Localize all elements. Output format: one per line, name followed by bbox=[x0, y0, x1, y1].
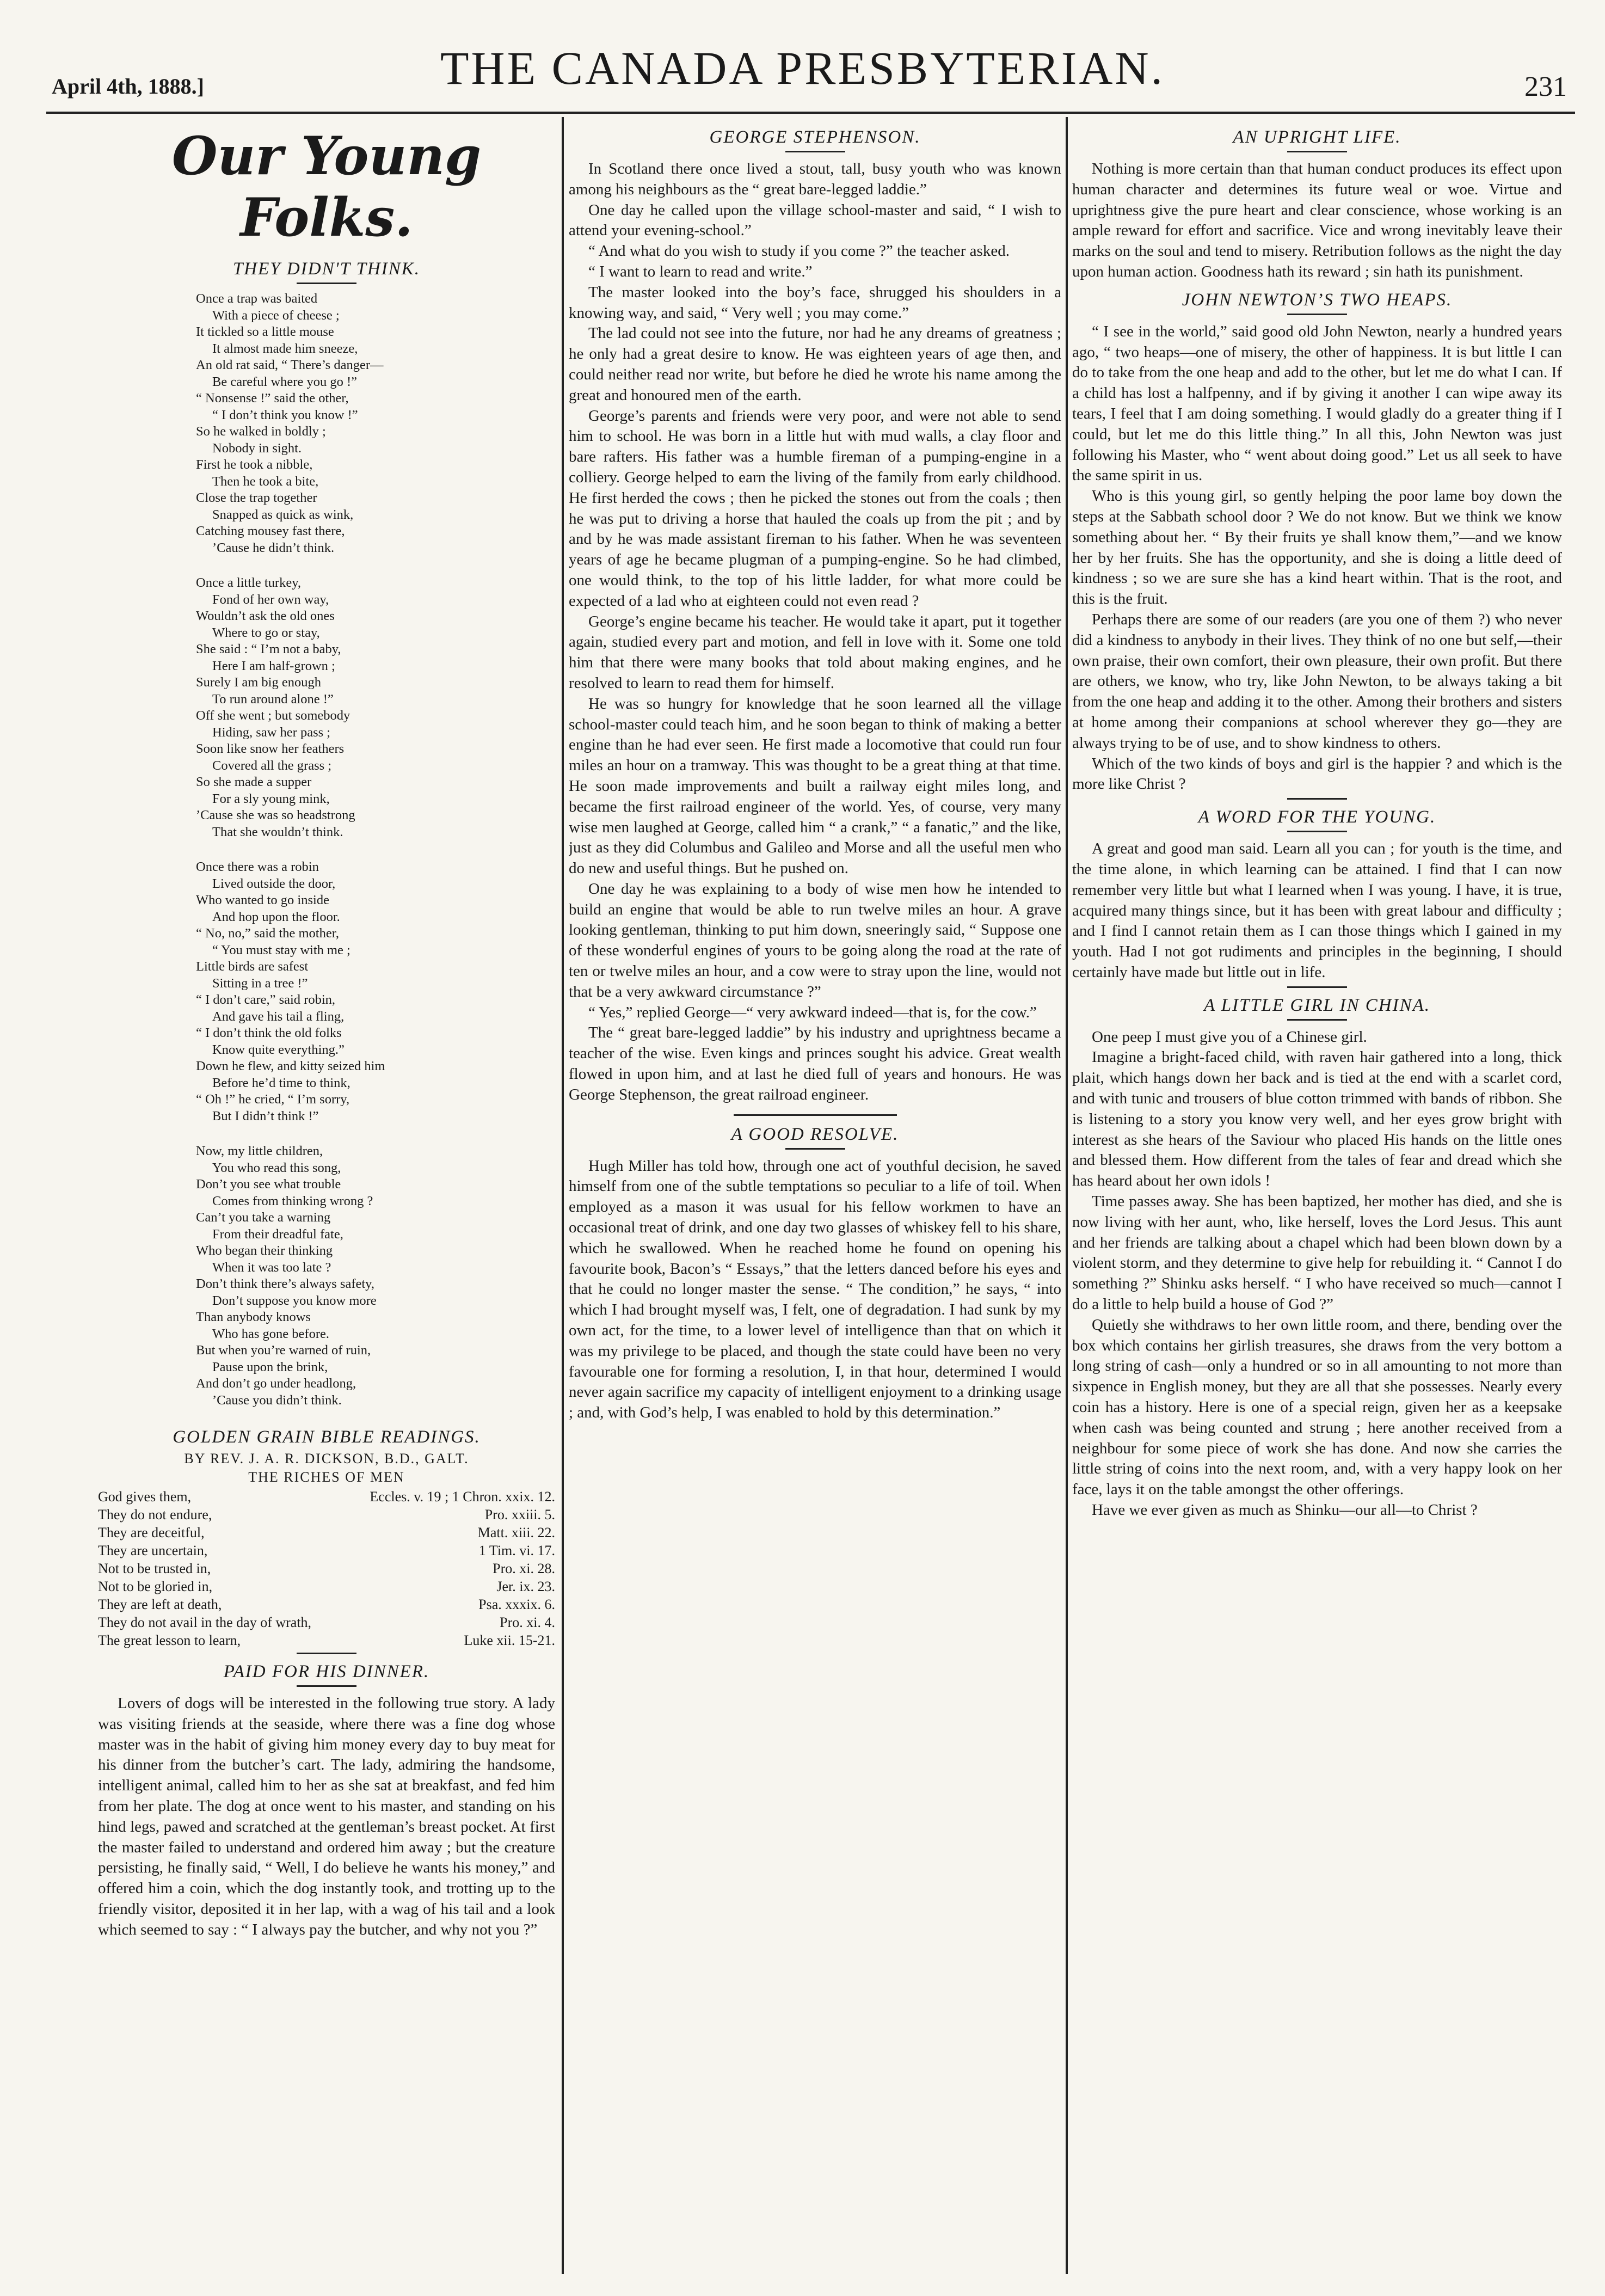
column-1 bbox=[98, 120, 555, 2274]
title-rule bbox=[297, 283, 356, 284]
bible-reference-row bbox=[98, 1595, 555, 1613]
title-rule bbox=[1287, 314, 1347, 315]
article-title-stephenson: GEORGE STEPHENSON. bbox=[709, 127, 921, 147]
bible-reference-row bbox=[98, 1560, 555, 1577]
poem-line: Wouldn’t ask the old ones bbox=[196, 609, 335, 623]
reference-topic: They do not avail in the day of wrath, bbox=[98, 1614, 312, 1630]
poem-line: But when you’re warned of ruin, bbox=[196, 1343, 371, 1358]
article-paragraph: Lovers of dogs will be interested in the following true story. A lady was visiting friends at the seaside, where there was a fine dog whose master was in the habit of giving him money every day to buy meat for his dinner from the butcher’s cart. The lady, admiring the handsome, intelligent animal, called him to her as she sat at breakfast, and fed him from her plate. The dog at once went to his master, and standing on his hind legs, pawed and scratched at the gentleman’s breast pocket. At first the master failed to understand and ordered him away ; but the creature persisting, he finally said, “ Well, I do believe he wants his money,” and offered him a coin, which the dog instantly took, and trotting up to the friendly visitor, deposited it in her lap, with a wag of his tail and a look which seemed to say : “ I always pay the butcher, and why not you ?” bbox=[98, 1695, 555, 1938]
poem-line: From their dreadful fate, bbox=[212, 1226, 343, 1242]
article-paragraph: Which of the two kinds of boys and girl is the happier ? and which is the more like Christ ? bbox=[1072, 754, 1562, 793]
poem-line: Snapped as quick as wink, bbox=[212, 507, 354, 522]
title-rule bbox=[1287, 986, 1347, 988]
bible-reference-row bbox=[98, 1577, 555, 1595]
article-paragraph: Quietly she withdraws to her own little room, and there, bending over the box which contains her girlish treasures, she draws from the very bottom a long string of cash—only a hundred or so in all amounting to not more than sixpence in English money, but they are all that she possesses. Nearly every coin has a history. Here is one of a special reign, given her as a keepsake when cash was being counted and strung ; here another received from a neighbour for some piece of work she has done. And now she carries the little string of coins into the next room, and, with a very happy look on her face, lays it on the table amongst the other offerings. bbox=[1072, 1316, 1562, 1499]
poem-stanza bbox=[196, 1143, 555, 1409]
bible-reference-row bbox=[98, 1613, 555, 1631]
reference-citation: Pro. xxiii. 5. bbox=[484, 1507, 555, 1523]
bible-reference-row bbox=[98, 1542, 555, 1560]
article-paragraph: “ I want to learn to read and write.” bbox=[588, 262, 813, 280]
poem-line: And don’t go under headlong, bbox=[196, 1376, 356, 1391]
poem-title: THEY DIDN'T THINK. bbox=[232, 259, 421, 279]
poem-line: So he walked in boldly ; bbox=[196, 424, 326, 439]
column-rule-2 bbox=[1066, 117, 1068, 2274]
bible-subtitle: THE RICHES OF MEN bbox=[248, 1469, 405, 1485]
reference-citation: Pro. xi. 4. bbox=[500, 1614, 555, 1630]
article-paragraph: A great and good man said. Learn all you can ; for youth is the time, and the time alone, in which learning can be attained. I find that I can now remember very little but what I learned when I was young. I have, it is true, acquired many things since, but it has been with great labour and difficulty ; and I find I cannot retain them as I can those things which I gained in my youth. Had I not got rudiments and principles in the beginning, I should certainly have made but little out in life. bbox=[1072, 840, 1562, 981]
poem-line: Then he took a bite, bbox=[212, 474, 319, 489]
poem-line: “ Nonsense !” said the other, bbox=[196, 391, 349, 406]
poem-line: First he took a nibble, bbox=[196, 457, 313, 472]
poem-line: Where to go or stay, bbox=[212, 625, 320, 640]
title-rule bbox=[297, 1685, 356, 1687]
bible-reference-row bbox=[98, 1524, 555, 1542]
article-paragraph: Perhaps there are some of our readers (are you one of them ?) who never did a kindness to anybody in their lives. They think of no one but self,—their own praise, their own comfort, their own pleasure, their own profit. But there are others, we know, who try, like John Newton, to be always taking a bit from the one heap and adding it to the other. Among their brothers and sisters at home among their companions at school wherever they go—they are always trying to be of use, and to show kindness to others. bbox=[1072, 610, 1562, 752]
poem-line: Don’t suppose you know more bbox=[212, 1293, 377, 1308]
newton-article bbox=[1072, 322, 1562, 795]
issue-date: April 4th, 1888.] bbox=[52, 74, 204, 99]
column-3 bbox=[1072, 120, 1562, 2274]
article-title-newton: JOHN NEWTON’S TWO HEAPS. bbox=[1182, 290, 1453, 310]
poem-line: “ I don’t care,” said robin, bbox=[196, 992, 336, 1007]
bible-reference-row bbox=[98, 1506, 555, 1524]
poem-line: With a piece of cheese ; bbox=[212, 308, 340, 323]
poem-stanza bbox=[196, 575, 555, 840]
poem-line: Don’t you see what trouble bbox=[196, 1177, 341, 1192]
article-paragraph: The master looked into the boy’s face, shrugged his shoulders in a knowing way, and said, “ Very well ; you may come.” bbox=[569, 283, 1061, 322]
bible-reference-row bbox=[98, 1488, 555, 1506]
poem-line: ’Cause he didn’t think. bbox=[212, 540, 335, 555]
article-paragraph: One day he called upon the village school-master and said, “ I wish to attend your evening-school.” bbox=[569, 201, 1061, 240]
title-rule bbox=[1287, 1019, 1347, 1021]
article-title-dinner: PAID FOR HIS DINNER. bbox=[223, 1662, 430, 1681]
poem-line: Who wanted to go inside bbox=[196, 893, 329, 907]
poem-line: To run around alone !” bbox=[212, 691, 334, 707]
poem-line: “ I don’t think you know !” bbox=[212, 407, 358, 422]
reference-topic: Not to be gloried in, bbox=[98, 1579, 213, 1594]
poem-line: She said : “ I’m not a baby, bbox=[196, 642, 341, 656]
article-paragraph: Who is this young girl, so gently helping the poor lame boy down the steps at the Sabbath school door ? We do not know. But we think we know something about her. “ By their fruits ye shall know them,”—and we know her by her fruits. She has the opportunity, and she is doing a little deed of kindness ; so we are sure she has a kind heart within. That is the root, and this is the fruit. bbox=[1072, 487, 1562, 608]
poem-line: You who read this song, bbox=[212, 1160, 341, 1175]
column-2 bbox=[569, 120, 1061, 2274]
poem-line: Who began their thinking bbox=[196, 1243, 333, 1258]
article-title-china: A LITTLE GIRL IN CHINA. bbox=[1203, 995, 1431, 1015]
poem-line: “ You must stay with me ; bbox=[212, 942, 350, 957]
china-article bbox=[1072, 1027, 1562, 1521]
page-number: 231 bbox=[1524, 71, 1567, 102]
reference-topic: Not to be trusted in, bbox=[98, 1561, 211, 1576]
poem-line: Lived outside the door, bbox=[212, 876, 336, 891]
newspaper-title: THE CANADA PRESBYTERIAN. bbox=[440, 42, 1165, 94]
poem-line: Soon like snow her feathers bbox=[196, 741, 345, 756]
reference-citation: Psa. xxxix. 6. bbox=[478, 1597, 555, 1612]
reference-topic: They are deceitful, bbox=[98, 1525, 205, 1540]
poem-stanza bbox=[196, 859, 555, 1125]
reference-citation: Eccles. v. 19 ; 1 Chron. xxix. 12. bbox=[370, 1489, 555, 1505]
poem-line: So she made a supper bbox=[196, 775, 312, 789]
article-paragraph: “ Yes,” replied George—“ very awkward indeed—that is, for the cow.” bbox=[588, 1003, 1037, 1021]
poem-line: Don’t think there’s always safety, bbox=[196, 1276, 374, 1291]
poem-line: And gave his tail a fling, bbox=[212, 1009, 345, 1024]
reference-citation: Matt. xiii. 22. bbox=[477, 1525, 555, 1540]
poem-line: Know quite everything.” bbox=[212, 1042, 345, 1057]
poem-line: Who has gone before. bbox=[212, 1326, 329, 1341]
poem-line: That she wouldn’t think. bbox=[212, 824, 343, 839]
poem-line: Down he flew, and kitty seized him bbox=[196, 1059, 385, 1073]
poem-line: Little birds are safest bbox=[196, 959, 309, 974]
reference-topic: God gives them, bbox=[98, 1489, 192, 1505]
poem-line: Than anybody knows bbox=[196, 1310, 311, 1324]
header-rule bbox=[46, 112, 1575, 114]
reference-topic: The great lesson to learn, bbox=[98, 1632, 241, 1648]
section-title: Our Young Folks. bbox=[171, 125, 482, 248]
poem-line: ’Cause she was so headstrong bbox=[196, 808, 355, 822]
column-rule-1 bbox=[562, 117, 564, 2274]
reference-topic: They are uncertain, bbox=[98, 1543, 208, 1558]
poem-line: Be careful where you go !” bbox=[212, 374, 357, 389]
poem-line: When it was too late ? bbox=[212, 1260, 331, 1275]
article-paragraph: George’s parents and friends were very poor, and were not able to send him to school. He was born in a little hut with mud walls, a clay floor and bare rafters. His father was a humble fireman of a pumping-engine in a colliery. George helped to earn the living of the family from early childhood. He first herded the cows ; then he picked the stones out from the coals ; then he was put to driving a horse that hauled the coals up from the pit ; and by and by he was made assistant fireman to his father. When he was seventeen years of age he became plugman of a pumping-engine. So he had climbed, one would think, to the top of his little ladder, for what more could be expected of a lad who at eighteen could not even read ? bbox=[569, 407, 1061, 610]
poem-line: Nobody in sight. bbox=[212, 440, 302, 456]
poem-line: Off she went ; but somebody bbox=[196, 708, 350, 723]
title-rule bbox=[1287, 798, 1347, 800]
poem-line: ’Cause you didn’t think. bbox=[212, 1392, 342, 1408]
section-rule bbox=[734, 1114, 897, 1116]
article-paragraph: Imagine a bright-faced child, with raven hair gathered into a long, thick plait, which hangs down her back and is tied at the end with a scarlet cord, and with tunic and trousers of blue cotton trimmed with bands of ribbon. She is listening to a story you know very well, and her eyes grow bright with interest as she hears of the Saviour who placed His hands on the little ones and blessed them. How different from the tales of fear and dread which she has heard about her own idols ! bbox=[1072, 1048, 1562, 1190]
poem-line: Covered all the grass ; bbox=[212, 758, 332, 773]
article-paragraph: Time passes away. She has been baptized, her mother has died, and she is now living with her aunt, who, like herself, loves the Lord Jesus. This aunt and her friends are talking about a chapel which had been blown down by a violent storm, and they determine to give help for rebuilding it. “ Cannot I do something ?” Shinku asks herself. “ I who have received so much—cannot I do a little to help build a house of God ?” bbox=[1072, 1193, 1562, 1313]
article-paragraph: Hugh Miller has told how, through one act of youthful decision, he saved himself from one of the subtle temptations so peculiar to a life of toil. When employed as a mason it was usual for his fellow workmen to have an occasional treat of drink, and one day two glasses of whiskey fell to his share, which he swallowed. When he reached home he found on opening his favourite book, Bacon’s “ Essays,” that the letters danced before his eyes and that he could no longer master the sense. “ The condition,” he says, “ into which I had brought myself was, I felt, one of degradation. I had sunk by my own act, for the time, to a lower level of intelligence than that on which it was my privilege to be placed, and though the state could have been no very favourable one for forming a resolution, I, in that hour, determined I would never again sacrifice my capacity of intelligent enjoyment to a drinking usage ; and, with God’s help, I was enabled to hold by this determination.” bbox=[569, 1157, 1061, 1422]
bible-byline: BY REV. J. A. R. DICKSON, B.D., GALT. bbox=[184, 1451, 469, 1466]
poem-line: But I didn’t think !” bbox=[212, 1108, 319, 1124]
article-paragraph: The lad could not see into the future, nor had he any dreams of greatness ; he only had a great desire to know. He was eighteen years of age then, and could neither read nor write, but before he died he wrote his name among the great and honoured men of the earth. bbox=[569, 324, 1061, 404]
poem-line: Catching mousey fast there, bbox=[196, 524, 345, 538]
article-paragraph: Nothing is more certain than that human conduct produces its effect upon human character and determines its future weal or woe. Virtue and uprightness give the pure heart and clear conscience, whose working is an ample reward for effort and sacrifice. Vice and wrong inevitably leave their marks on the soul and tend to misery. Retribution follows as the night the day upon human action. Goodness hath its reward ; sin hath its punishment. bbox=[1072, 160, 1562, 280]
poem-line: It almost made him sneeze, bbox=[212, 341, 358, 356]
article-title-upright: AN UPRIGHT LIFE. bbox=[1233, 127, 1401, 147]
title-rule bbox=[1287, 831, 1347, 832]
article-paragraph: The “ great bare-legged laddie” by his industry and uprightness became a teacher of the wise. Even kings and princes sought his advice. Great wealth flowed in upon him, and at last he died full of years and honours. He was George Stephenson, the great railroad engineer. bbox=[569, 1024, 1061, 1103]
title-rule bbox=[1287, 151, 1347, 152]
stephenson-article bbox=[569, 159, 1061, 1106]
poem-line: And hop upon the floor. bbox=[212, 909, 340, 924]
article-title-word: A WORD FOR THE YOUNG. bbox=[1198, 807, 1436, 827]
poem-line: Once a trap was baited bbox=[196, 291, 318, 306]
article-paragraph: In Scotland there once lived a stout, tall, busy youth who was known among his neighbours as the “ great bare-legged laddie.” bbox=[569, 160, 1061, 198]
bible-reference-row bbox=[98, 1631, 555, 1649]
reference-citation: Luke xii. 15-21. bbox=[464, 1632, 555, 1648]
title-rule bbox=[785, 151, 845, 152]
poem-line: Comes from thinking wrong ? bbox=[212, 1193, 373, 1208]
title-rule bbox=[297, 1653, 356, 1654]
poem bbox=[196, 291, 555, 1409]
reference-citation: Jer. ix. 23. bbox=[496, 1579, 555, 1594]
article-title-resolve: A GOOD RESOLVE. bbox=[731, 1124, 899, 1144]
reference-citation: 1 Tim. vi. 17. bbox=[478, 1543, 555, 1558]
poem-line: Sitting in a tree !” bbox=[212, 975, 308, 991]
bible-readings-title: GOLDEN GRAIN BIBLE READINGS. bbox=[173, 1427, 481, 1447]
poem-line: “ I don’t think the old folks bbox=[196, 1026, 342, 1040]
poem-line: “ Oh !” he cried, “ I’m sorry, bbox=[196, 1092, 350, 1107]
article-paragraph: One peep I must give you of a Chinese girl. bbox=[1092, 1028, 1367, 1046]
title-rule bbox=[785, 1148, 845, 1150]
reference-topic: They are left at death, bbox=[98, 1597, 222, 1612]
poem-line: Once a little turkey, bbox=[196, 575, 301, 590]
poem-line: Here I am half-grown ; bbox=[212, 658, 335, 673]
poem-line: Hiding, saw her pass ; bbox=[212, 725, 331, 740]
poem-line: For a sly young mink, bbox=[212, 791, 330, 806]
poem-line: Now, my little children, bbox=[196, 1144, 323, 1158]
reference-topic: They do not endure, bbox=[98, 1507, 212, 1523]
article-paragraph: George’s engine became his teacher. He would take it apart, put it together again, studied every part and motion, and fell in love with it. Some one told him that there were many books that told about making engines, and he resolved to learn to read them for himself. bbox=[569, 612, 1061, 692]
poem-line: “ No, no,” said the mother, bbox=[196, 926, 340, 941]
article-paragraph: He was so hungry for knowledge that he soon learned all the village school-master could teach him, and he soon began to think of making a better engine than he had ever seen. He first made a locomotive that could run four miles an hour on a tramway. This was thought to be a great thing at that time. He soon made improvements and built a railway eight miles long, and became the first railroad engineer of the world. Yes, of course, very many wise men laughed at George, called him “ a crank,” “ a fanatic,” and the like, just as they did Columbus and Galileo and Morse and all the useful men who do new and useful things. But he pushed on. bbox=[569, 695, 1061, 877]
poem-stanza bbox=[196, 291, 555, 556]
poem-line: Close the trap together bbox=[196, 490, 317, 505]
article-paragraph: “ I see in the world,” said good old John Newton, nearly a hundred years ago, “ two heaps—one of misery, the other of happiness. It is but little I can do to take from the one heap and add to the other, but let me do what I can. If a child has lost a halfpenny, and if by giving it another I can wipe away its tears, I feel that I am doing something. I would gladly do a greater thing if I could, but let me do this little thing.” In all this, John Newton was just following his Master, who “ went about doing good.” Let us all seek to have the same spirit in us. bbox=[1072, 322, 1562, 484]
poem-line: Pause upon the brink, bbox=[212, 1359, 328, 1374]
article-paragraph: One day he was explaining to a body of wise men how he intended to build an engine that would be able to run twelve miles an hour. A grave looking gentleman, thinking to put him down, sneeringly said, “ Suppose one of these wonderful engines of yours to be going along the road at the rate of ten or twelve miles an hour, and a cow were to stray upon the line, would not that be a very awkward circumstance ?” bbox=[569, 880, 1061, 1000]
reference-citation: Pro. xi. 28. bbox=[493, 1561, 555, 1576]
poem-line: Can’t you take a warning bbox=[196, 1210, 331, 1225]
poem-line: An old rat said, “ There’s danger— bbox=[196, 358, 384, 372]
article-paragraph: “ And what do you wish to study if you come ?” the teacher asked. bbox=[588, 242, 1010, 260]
article-paragraph: Have we ever given as much as Shinku—our all—to Christ ? bbox=[1092, 1501, 1478, 1519]
poem-line: Surely I am big enough bbox=[196, 675, 321, 690]
bible-reference-list bbox=[98, 1488, 555, 1649]
poem-line: Before he’d time to think, bbox=[212, 1075, 350, 1090]
poem-line: Fond of her own way, bbox=[212, 592, 329, 607]
poem-line: Once there was a robin bbox=[196, 860, 319, 874]
masthead bbox=[0, 0, 1605, 102]
poem-line: It tickled so a little mouse bbox=[196, 324, 334, 339]
